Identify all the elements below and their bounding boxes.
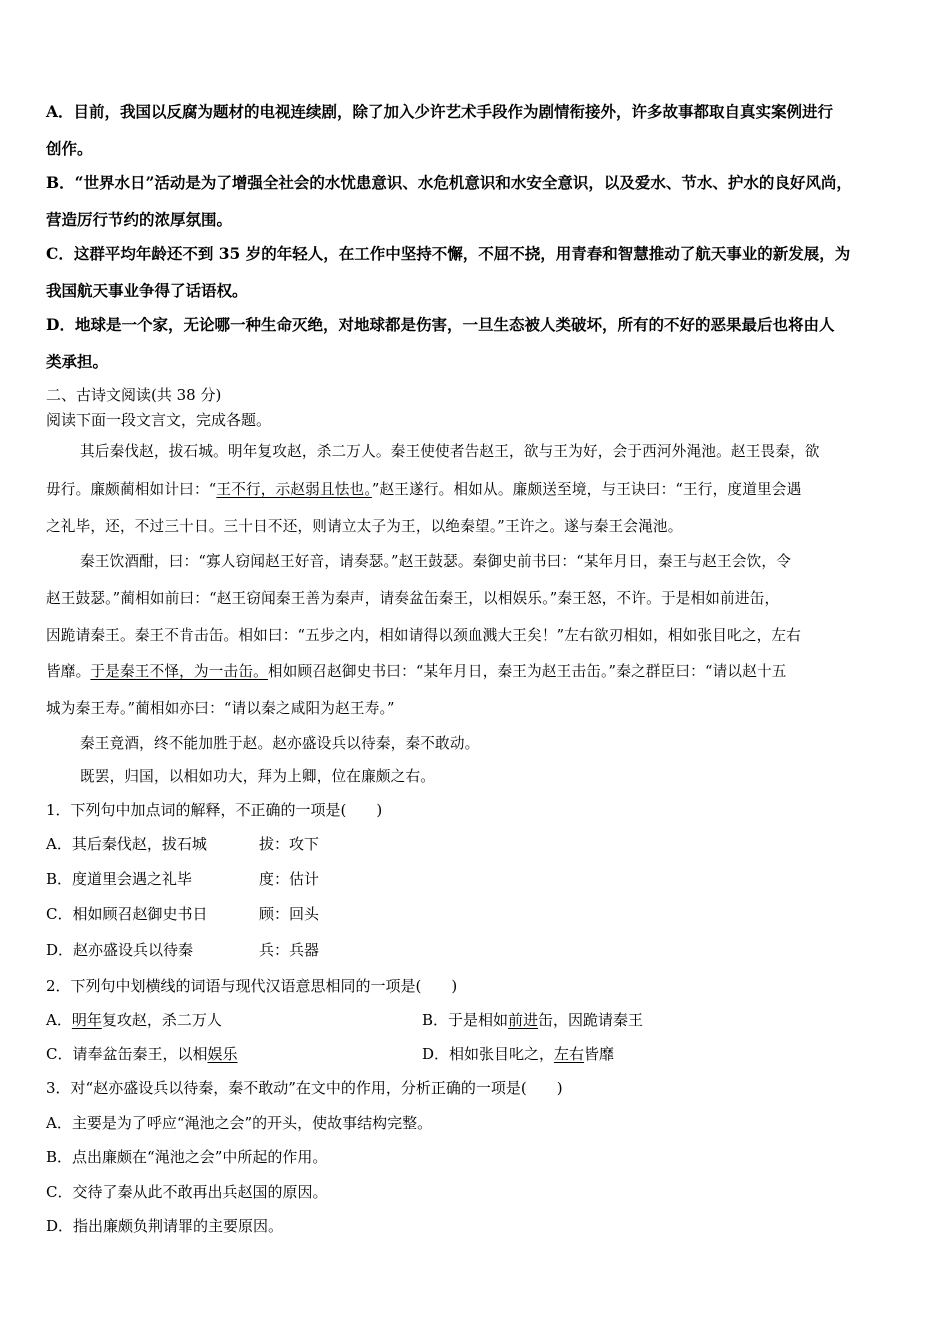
option-d-line2: 类承担。 (46, 352, 109, 371)
option-d-line1: D．地球是一个家，无论哪一种生命灭绝，对地球都是伤害，一旦生态被人类破坏，所有的不好的恶果最后也将由人 (46, 315, 835, 334)
q1-option-d (46, 940, 320, 960)
q1-option-b (46, 869, 320, 889)
q1-option-sentence: C．相如顾召赵御史书日 (46, 905, 208, 923)
passage-p2-line2: 赵王鼓瑟。”蔺相如前曰：“赵王窃闻秦王善为秦声，请奏盆缶秦王，以相娱乐。”秦王怒，不许。于是相如前进缶， (46, 590, 780, 607)
q2-underlined: 左右 (554, 1045, 585, 1063)
passage-p2-line1: 秦王饮酒酣，曰：“寡人窃闻赵王好音，请奏瑟。”赵王鼓瑟。秦御史前书曰：“某年月日，秦王与赵王会饮，令 (80, 553, 791, 570)
q2-text: D．相如张目叱之， (422, 1045, 555, 1063)
q2-options-row2 (46, 1044, 906, 1064)
passage-p2-line4 (46, 662, 787, 682)
q3-option-b: B．点出廉颇在“渑池之会”中所起的作用。 (46, 1148, 328, 1166)
passage-text: 相如顾召赵御史书曰：“某年月日，秦王为赵王击缶。”秦之群臣曰：“请以赵十五 (267, 663, 787, 680)
passage-text: 皆靡。 (46, 663, 91, 680)
q1-option-sentence: A．其后秦伐赵，拔石城 (46, 835, 207, 853)
q2-option-a (46, 1011, 222, 1029)
q1-option-sentence: D．赵亦盛设兵以待秦 (46, 941, 194, 959)
q2-underlined: 前进 (508, 1011, 539, 1029)
q1-option-gloss: 度：估计 (259, 870, 320, 888)
q3-option-a: A．主要是为了呼应“渑池之会”的开头，使故事结构完整。 (46, 1114, 433, 1132)
q2-text: 缶，因跪请秦王 (538, 1011, 644, 1029)
option-c-line2: 我国航天事业争得了话语权。 (46, 281, 248, 300)
passage-text: ”赵王遂行。相如从。廉颇送至境，与王诀曰：“王行，度道里会遇 (371, 481, 802, 498)
option-a-line2: 创作。 (46, 139, 93, 158)
q1-option-a (46, 834, 320, 854)
passage-p1-line3: 之礼毕，还，不过三十日。三十日不还，则请立太子为王，以绝秦望。”王许之。遂与秦王会渑池。 (46, 518, 683, 535)
passage-p2-line3: 因跪请秦王。秦王不肯击缶。相如曰：“五步之内，相如请得以颈血溅大王矣！”左右欲刃相如，相如张目叱之，左右 (46, 627, 802, 644)
q1-option-c (46, 904, 320, 924)
option-a-line1: A．目前，我国以反腐为题材的电视连续剧，除了加入少许艺术手段作为剧情衔接外，许多故事都取自真实案例进行 (46, 102, 834, 121)
passage-p3: 秦王竟酒，终不能加胜于赵。赵亦盛设兵以待秦，秦不敢动。 (80, 735, 480, 752)
q3-option-d: D．指出廉颇负荆请罪的主要原因。 (46, 1217, 284, 1235)
q1-stem: 1．下列句中加点词的解释，不正确的一项是( ) (46, 801, 383, 819)
q2-option-b (422, 1010, 643, 1030)
underlined-phrase: 王不行，示赵弱且怯也。 (216, 481, 372, 498)
passage-p1-line1: 其后秦伐赵，拔石城。明年复攻赵，杀二万人。秦王使使者告赵王，欲与王为好，会于西河外渑池。赵王畏秦，欲 (80, 443, 820, 460)
option-c-line1: C．这群平均年龄还不到 35 岁的年轻人，在工作中坚持不懈，不屈不挠，用青春和智慧推动了航天事业的新发展，为 (46, 244, 851, 263)
q2-underlined: 明年 (71, 1011, 102, 1029)
q2-text: C．请奉盆缶秦王，以相 (46, 1045, 208, 1063)
passage-p4: 既罢，归国，以相如功大，拜为上卿，位在廉颇之右。 (80, 768, 436, 785)
passage-text: 毋行。廉颇蔺相如计曰：“ (46, 481, 217, 498)
passage-p1-line2 (46, 480, 801, 500)
q2-options-row1 (46, 1010, 906, 1030)
q2-text: 复攻赵，杀二万人 (101, 1011, 222, 1029)
q2-stem: 2．下列句中划横线的词语与现代汉语意思相同的一项是( ) (46, 977, 458, 995)
q1-option-gloss: 顾：回头 (259, 905, 320, 923)
q3-stem: 3．对“赵亦盛设兵以待秦，秦不敢动”在文中的作用，分析正确的一项是( ) (46, 1079, 563, 1097)
q2-text: B．于是相如 (422, 1011, 509, 1029)
section2-heading: 二、古诗文阅读(共 38 分) (46, 386, 222, 404)
q2-text: 皆靡 (584, 1045, 615, 1063)
section2-instruction: 阅读下面一段文言文，完成各题。 (46, 411, 272, 429)
option-b-line1: B．“世界水日”活动是为了增强全社会的水忧患意识、水危机意识和水安全意识，以及爱水、节水、护水的良好风尚， (46, 173, 852, 192)
q2-text: A． (46, 1011, 72, 1029)
underlined-phrase: 于是秦王不怿，为一击缶。 (90, 663, 268, 680)
q2-option-d (422, 1044, 614, 1064)
q2-underlined: 娱乐 (207, 1045, 238, 1063)
q1-option-gloss: 拔：攻下 (259, 835, 320, 853)
q1-option-gloss: 兵：兵器 (259, 941, 320, 959)
passage-p2-line5: 城为秦王寿。”蔺相如亦曰：“请以秦之咸阳为赵王寿。” (46, 700, 395, 717)
q1-option-sentence: B．度道里会遇之礼毕 (46, 870, 193, 888)
option-b-line2: 营造厉行节约的浓厚氛围。 (46, 210, 233, 229)
q3-option-c: C．交待了秦从此不敢再出兵赵国的原因。 (46, 1183, 328, 1201)
q2-option-c (46, 1045, 238, 1063)
